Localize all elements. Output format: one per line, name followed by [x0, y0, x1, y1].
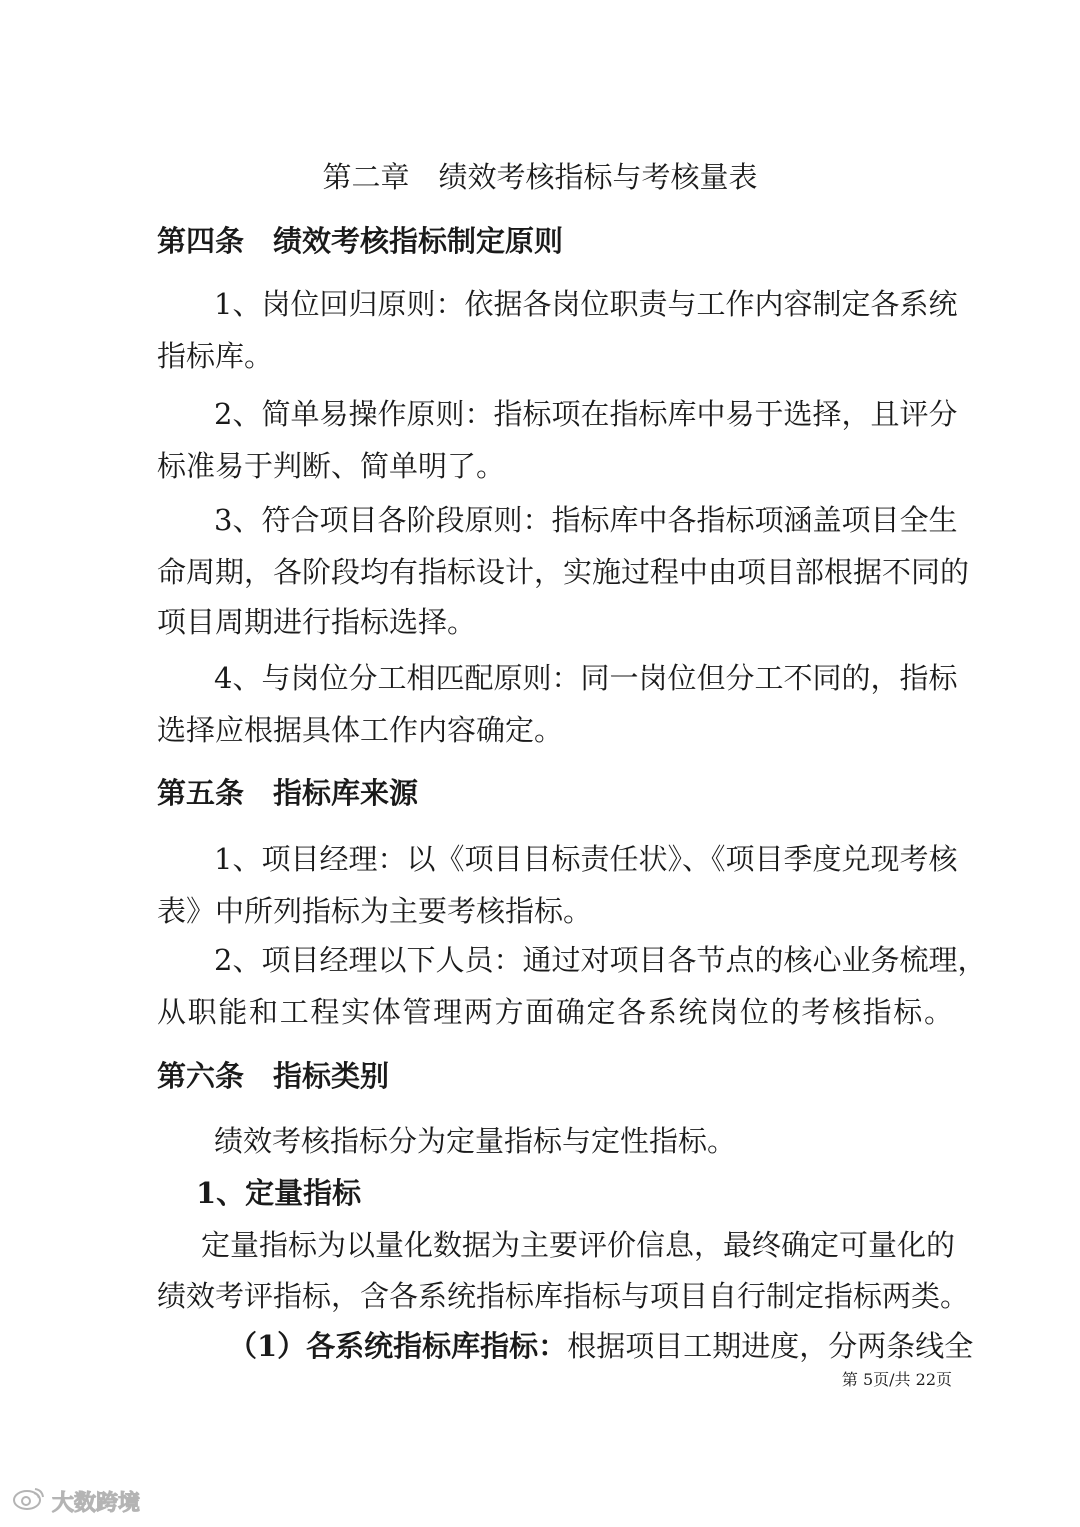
- article-6-sub1-item1-text: 根据项目工期进度，分两条线全: [567, 1329, 974, 1363]
- article-6-sub1-item1-label: （1）各系统指标库指标：: [228, 1329, 568, 1363]
- article-4-heading: 第四条 绩效考核指标制定原则: [157, 224, 564, 258]
- article-5-p2-line2: 从职能和工程实体管理两方面确定各系统岗位的考核指标。: [157, 995, 953, 1029]
- article-6-sub1-p-line2: 绩效考评指标，含各系统指标库指标与项目自行制定指标两类。: [157, 1279, 970, 1313]
- article-4-p2-line1: [157, 397, 958, 431]
- weibo-eye-icon: [12, 1486, 46, 1516]
- article-6-sub1-item1: [228, 1329, 974, 1363]
- chapter-title: 第二章 绩效考核指标与考核量表: [322, 160, 758, 194]
- article-5-p2-line1: [157, 943, 987, 977]
- article-4-p1-line1: [157, 287, 958, 321]
- article-6-sub1-p-line1-text: 定量指标为以量化数据为主要评价信息，最终确定可量化的: [201, 1228, 956, 1262]
- article-5-p1-line1: [157, 842, 958, 876]
- article-4-p2-line1-text: 2、简单易操作原则：指标项在指标库中易于选择，且评分: [214, 397, 958, 431]
- watermark-text: 大数跨境: [52, 1490, 141, 1516]
- watermark: [12, 1486, 140, 1516]
- article-4-p1-line1-text: 1、岗位回归原则：依据各岗位职责与工作内容制定各系统: [214, 287, 958, 321]
- article-6-heading: 第六条 指标类别: [157, 1059, 390, 1093]
- article-4-p3-line2: 命周期，各阶段均有指标设计，实施过程中由项目部根据不同的: [157, 555, 970, 589]
- article-5-p1-line2: 表》中所列指标为主要考核指标。: [157, 894, 593, 928]
- article-5-p2-line1-text: 2、项目经理以下人员：通过对项目各节点的核心业务梳理，: [214, 943, 987, 977]
- article-4-p4-line2: 选择应根据具体工作内容确定。: [157, 713, 564, 747]
- page-footer: 第 5页/共 22页: [841, 1370, 952, 1389]
- article-4-p3-line3: 项目周期进行指标选择。: [157, 605, 477, 639]
- article-5-p1-line1-text: 1、项目经理：以《项目目标责任状》、《项目季度兑现考核: [214, 842, 958, 876]
- article-5-heading: 第五条 指标库来源: [157, 776, 419, 810]
- article-4-p3-line1: [157, 503, 958, 537]
- article-6-sub1-p-line1: [157, 1228, 956, 1262]
- article-4-p2-line2: 标准易于判断、简单明了。: [157, 449, 506, 483]
- article-6-sub1-heading: 1、定量指标: [196, 1176, 362, 1210]
- article-4-p3-line1-text: 3、符合项目各阶段原则：指标库中各指标项涵盖项目全生: [214, 503, 958, 537]
- article-6-intro: 绩效考核指标分为定量指标与定性指标。: [214, 1124, 737, 1158]
- article-4-p1-line2: 指标库。: [157, 339, 274, 373]
- article-4-p4-line1-text: 4、与岗位分工相匹配原则：同一岗位但分工不同的，指标: [214, 661, 958, 695]
- article-4-p4-line1: [157, 661, 958, 695]
